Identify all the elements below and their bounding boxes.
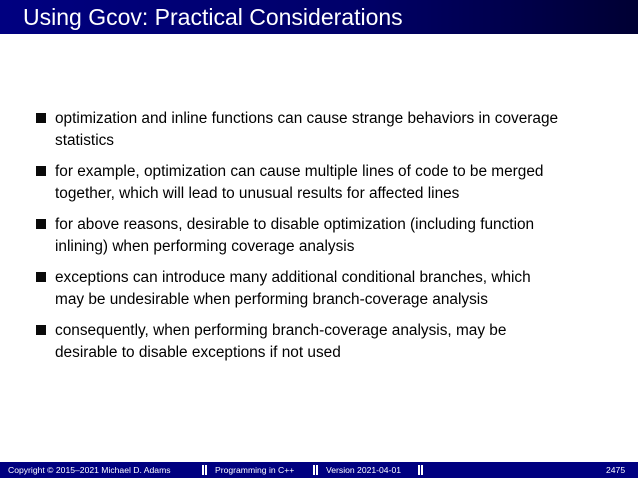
bullet-line: optimization and inline functions can cause strange behaviors in coverage bbox=[55, 110, 559, 127]
bullet-item bbox=[36, 108, 626, 152]
square-bullet-icon bbox=[36, 166, 46, 176]
footer-copyright: Copyright © 2015–2021 Michael D. Adams bbox=[8, 465, 171, 475]
square-bullet-icon bbox=[36, 219, 46, 229]
footer-separator bbox=[313, 465, 318, 475]
footer-separator bbox=[202, 465, 207, 475]
bullet-line: for example, optimization can cause multiple lines of code to be merged bbox=[55, 163, 544, 180]
footer-separator bbox=[418, 465, 423, 475]
bullet-line: together, which will lead to unusual results for affected lines bbox=[55, 185, 460, 202]
footer-version: Version 2021-04-01 bbox=[326, 465, 402, 475]
footer-course: Programming in C++ bbox=[215, 465, 295, 475]
bullet-list bbox=[36, 108, 626, 373]
bullet-item bbox=[36, 320, 626, 364]
square-bullet-icon bbox=[36, 113, 46, 123]
bullet-item bbox=[36, 161, 626, 205]
footer-bar bbox=[0, 462, 638, 478]
bullet-line: desirable to disable exceptions if not used bbox=[55, 344, 341, 361]
bullet-item bbox=[36, 214, 626, 258]
title-bar bbox=[0, 0, 638, 34]
bullet-line: exceptions can introduce many additional conditional branches, which bbox=[55, 269, 531, 286]
square-bullet-icon bbox=[36, 325, 46, 335]
square-bullet-icon bbox=[36, 272, 46, 282]
bullet-line: for above reasons, desirable to disable optimization (including function bbox=[55, 216, 535, 233]
bullet-item bbox=[36, 267, 626, 311]
footer-page-number: 2475 bbox=[606, 465, 626, 475]
slide-title: Using Gcov: Practical Considerations bbox=[23, 4, 403, 30]
bullet-line: consequently, when performing branch-coverage analysis, may be bbox=[55, 322, 507, 339]
bullet-line: may be undesirable when performing branch-coverage analysis bbox=[55, 291, 488, 308]
bullet-line: inlining) when performing coverage analysis bbox=[55, 238, 355, 255]
bullet-line: statistics bbox=[55, 132, 115, 149]
